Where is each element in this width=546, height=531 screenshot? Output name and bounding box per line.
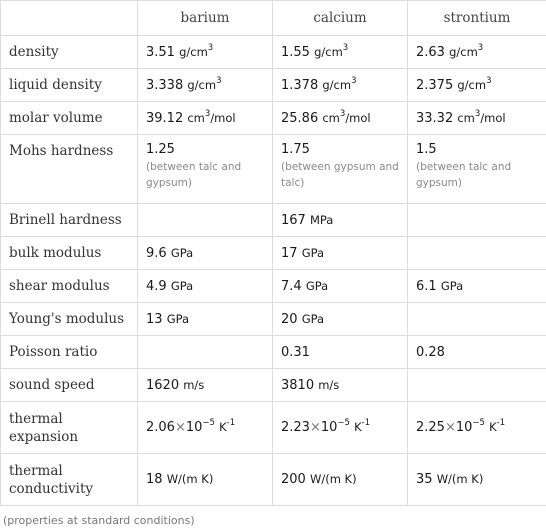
row-label: sound speed [1, 369, 138, 402]
value: 167 [281, 212, 306, 228]
value-cell-calcium [273, 454, 408, 506]
value-cell-strontium [408, 336, 546, 369]
mantissa: 2.25 [416, 420, 445, 435]
unit: GPa [170, 245, 194, 260]
unit-exponent: 3 [351, 75, 357, 86]
value-cell-strontium [408, 237, 546, 270]
value: 6.1 [416, 278, 437, 294]
column-header-strontium: strontium [408, 1, 546, 36]
value-cell-strontium [408, 36, 546, 69]
row-label: thermal expansion [1, 402, 138, 454]
value: 1.378 [281, 77, 319, 93]
mantissa: 2.23 [281, 420, 310, 435]
value: 33.32 [416, 110, 454, 126]
value-cell-calcium [273, 36, 408, 69]
table-row-molar-volume [1, 102, 546, 135]
unit: W/(m K) [436, 472, 484, 486]
value-cell-calcium [273, 69, 408, 102]
exponent: −5 [472, 418, 485, 428]
value: 0.28 [416, 344, 445, 360]
value-cell-calcium [273, 303, 408, 336]
unit: W/(m K) [166, 472, 214, 486]
value-cell-calcium [273, 270, 408, 303]
unit: m/s [318, 377, 340, 392]
value-cell-strontium [408, 454, 546, 506]
value: 13 [146, 311, 163, 327]
table-row-thermal-conductivity [1, 454, 546, 506]
unit: g/cm [314, 44, 343, 59]
value: 1.25 [146, 142, 175, 157]
table-row-liquid-density [1, 69, 546, 102]
value: 7.4 [281, 278, 302, 294]
value: 1620 [146, 377, 180, 393]
value: 200 [281, 472, 306, 487]
unit-exponent: 3 [216, 75, 222, 86]
table-row-bulk-modulus [1, 237, 546, 270]
unit-exponent: -1 [496, 418, 506, 428]
value: 9.6 [146, 245, 167, 261]
base: 10 [320, 420, 338, 435]
value-cell-strontium [408, 303, 546, 336]
unit-suffix: /mol [480, 110, 506, 125]
value: 3810 [281, 377, 315, 393]
unit: GPa [166, 311, 190, 326]
row-label: molar volume [1, 102, 138, 135]
base: 10 [455, 420, 473, 435]
row-label: bulk modulus [1, 237, 138, 270]
value: 20 [281, 311, 298, 327]
row-label: Young's modulus [1, 303, 138, 336]
value-cell-strontium [408, 135, 546, 204]
row-label: shear modulus [1, 270, 138, 303]
unit: cm [322, 110, 340, 125]
value-cell-barium [138, 69, 273, 102]
unit: g/cm [322, 77, 352, 92]
value-cell-barium [138, 369, 273, 402]
value-cell-strontium [408, 402, 546, 454]
value: 0.31 [281, 344, 310, 360]
value-cell-calcium [273, 204, 408, 237]
unit: MPa [309, 212, 334, 227]
value-cell-barium [138, 270, 273, 303]
unit: GPa [301, 311, 325, 326]
table-row-shear-modulus [1, 270, 546, 303]
value-cell-calcium [273, 369, 408, 402]
value-cell-barium [138, 135, 273, 204]
base: 10 [185, 420, 203, 435]
unit: K [489, 420, 497, 434]
value: 3.338 [146, 77, 184, 93]
row-label: Mohs hardness [1, 135, 138, 204]
value-cell-calcium [273, 102, 408, 135]
unit: GPa [170, 278, 194, 293]
times-sign: × [444, 420, 456, 435]
value: 25.86 [281, 110, 319, 126]
value: 4.9 [146, 278, 167, 294]
table-row-youngs-modulus [1, 303, 546, 336]
value-note: (between talc and gypsum) [416, 161, 512, 189]
value-cell-barium [138, 336, 273, 369]
value-cell-calcium [273, 336, 408, 369]
value-cell-strontium [408, 270, 546, 303]
value: 35 [416, 472, 433, 487]
unit-exponent: -1 [361, 418, 371, 428]
row-label: Brinell hardness [1, 204, 138, 237]
unit-exponent: 3 [207, 42, 214, 53]
value-cell-calcium [273, 402, 408, 454]
value-cell-barium [138, 36, 273, 69]
value: 1.55 [281, 44, 310, 60]
value-cell-strontium [408, 69, 546, 102]
corner-cell [1, 1, 138, 36]
unit: K [354, 420, 362, 434]
row-label: density [1, 36, 138, 69]
table-row-density [1, 36, 546, 69]
column-header-barium: barium [138, 1, 273, 36]
unit: m/s [183, 377, 205, 392]
value-cell-barium [138, 454, 273, 506]
mantissa: 2.06 [146, 420, 175, 435]
value-note: (between gypsum and talc) [281, 161, 399, 189]
table-row-mohs-hardness [1, 135, 546, 204]
unit: GPa [305, 278, 329, 293]
unit-exponent: 3 [339, 108, 346, 119]
table-row-thermal-expansion [1, 402, 546, 454]
value: 1.5 [416, 142, 437, 157]
unit: g/cm [449, 44, 478, 59]
table-row-brinell-hardness [1, 204, 546, 237]
unit: cm [457, 110, 475, 125]
value-cell-strontium [408, 369, 546, 402]
value-cell-barium [138, 237, 273, 270]
unit: g/cm [457, 77, 487, 92]
unit-suffix: /mol [210, 110, 236, 125]
value: 39.12 [146, 110, 184, 126]
exponent: −5 [202, 418, 215, 428]
value: 17 [281, 245, 298, 261]
value-note: (between talc and gypsum) [146, 161, 242, 189]
unit-exponent: 3 [477, 42, 484, 53]
unit: GPa [440, 278, 464, 293]
table-row-sound-speed [1, 369, 546, 402]
unit-exponent: 3 [486, 75, 492, 86]
header-row [1, 1, 546, 36]
row-label: thermal conductivity [1, 454, 138, 506]
unit-exponent: 3 [204, 108, 211, 119]
row-label: liquid density [1, 69, 138, 102]
unit: g/cm [187, 77, 217, 92]
value-cell-calcium [273, 135, 408, 204]
unit-exponent: -1 [226, 418, 236, 428]
unit-suffix: /mol [345, 110, 371, 125]
value-cell-strontium [408, 204, 546, 237]
value: 2.63 [416, 44, 445, 60]
row-label: Poisson ratio [1, 336, 138, 369]
unit: K [219, 420, 227, 434]
table-row-poisson-ratio [1, 336, 546, 369]
value-cell-barium [138, 402, 273, 454]
value-cell-barium [138, 102, 273, 135]
column-header-calcium: calcium [273, 1, 408, 36]
value-cell-barium [138, 204, 273, 237]
value-cell-strontium [408, 102, 546, 135]
value: 18 [146, 472, 163, 487]
exponent: −5 [337, 418, 350, 428]
unit-exponent: 3 [474, 108, 481, 119]
footnote: (properties at standard conditions) [3, 514, 195, 527]
unit: GPa [301, 245, 325, 260]
value-cell-barium [138, 303, 273, 336]
unit: W/(m K) [309, 472, 357, 486]
unit: g/cm [179, 44, 208, 59]
unit-exponent: 3 [342, 42, 349, 53]
times-sign: × [309, 420, 321, 435]
value: 1.75 [281, 142, 310, 157]
value: 3.51 [146, 44, 175, 60]
value: 2.375 [416, 77, 454, 93]
unit: cm [187, 110, 205, 125]
value-cell-calcium [273, 237, 408, 270]
times-sign: × [174, 420, 186, 435]
